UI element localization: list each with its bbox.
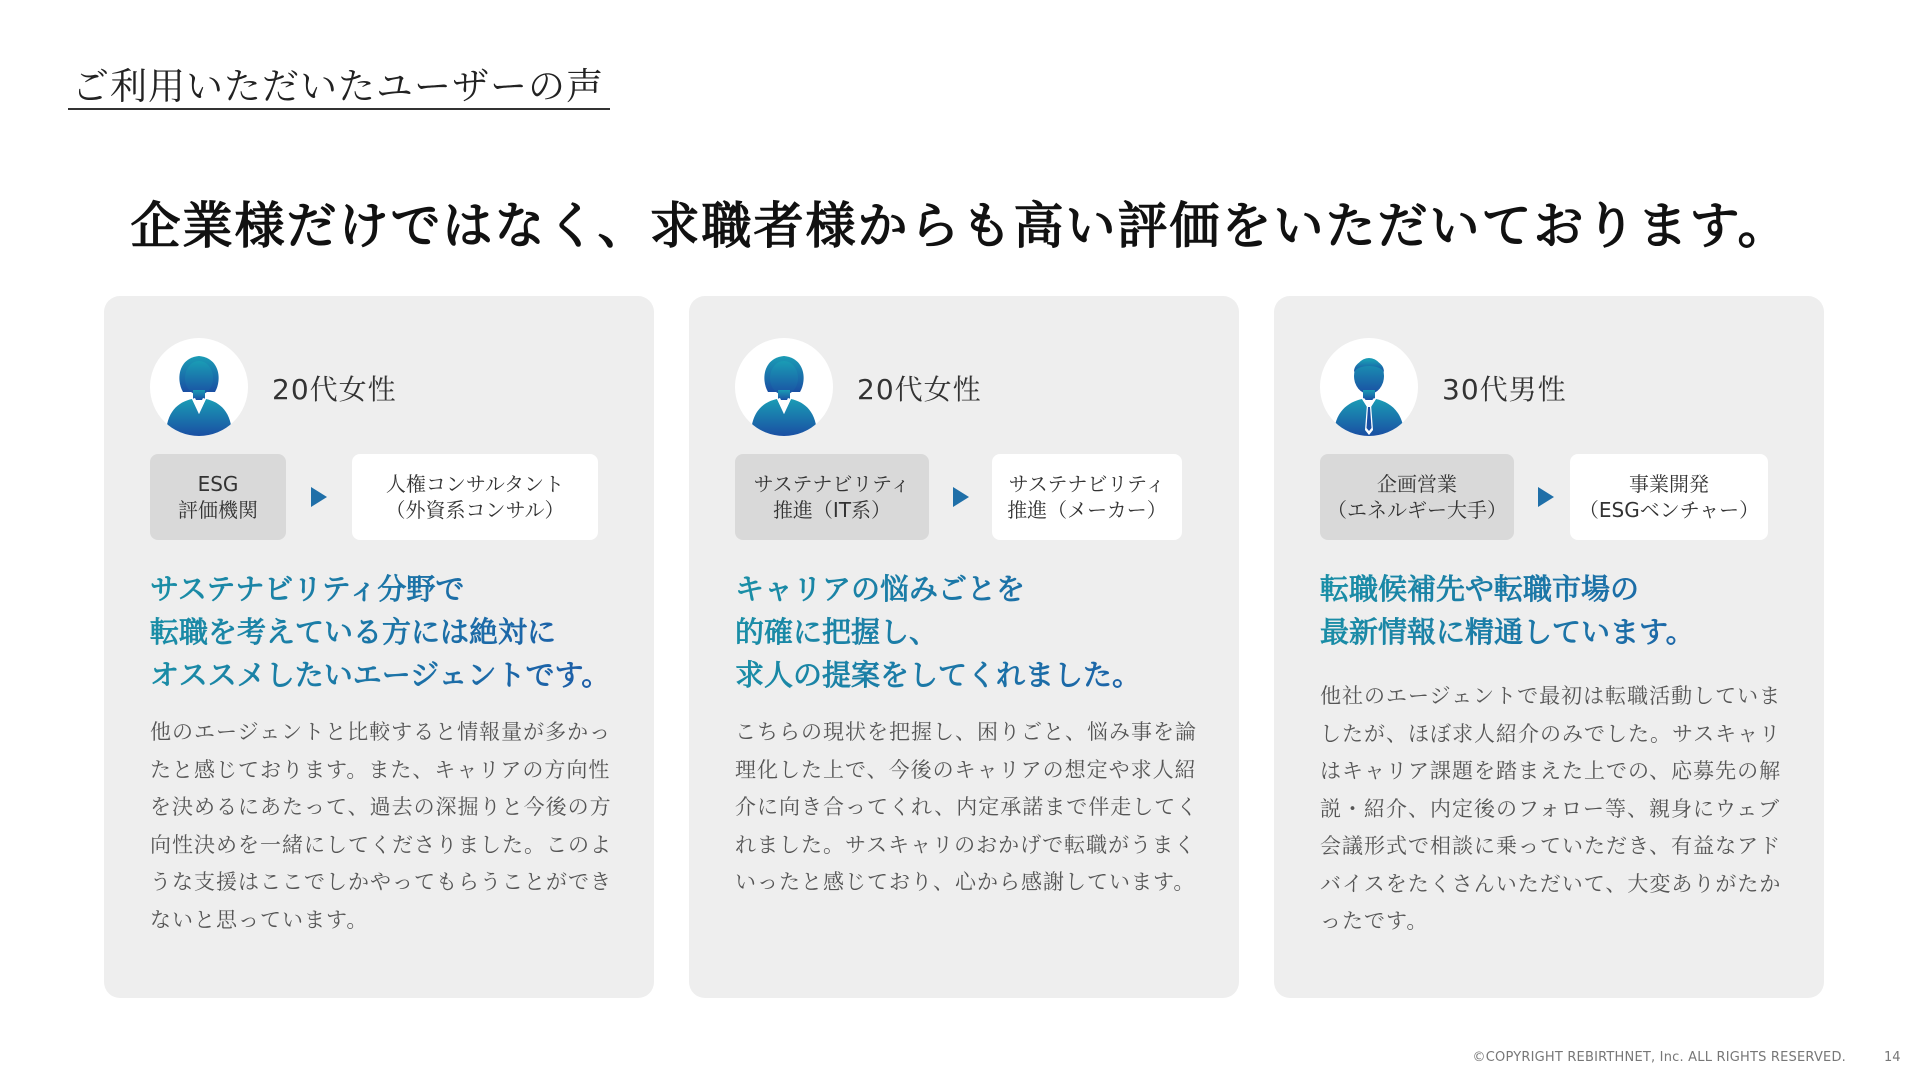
career-from-tag: ESG 評価機関 <box>150 454 286 540</box>
testimonial-catchphrase: キャリアの悩みごとを 的確に把握し、 求人の提案をしてくれました。 <box>735 568 1215 697</box>
career-to-tag: 人権コンサルタント （外資系コンサル） <box>352 454 598 540</box>
persona-label: 20代女性 <box>272 373 397 406</box>
testimonial-body: こちらの現状を把握し、困りごと、悩み事を論理化した上で、今後のキャリアの想定や求人紹介に向き合ってくれ、内定承諾まで伴走してくれました。サスキャリのおかげで転職がうまくいったと感じており、心から感謝しています。 <box>735 720 1199 894</box>
career-to-tag: サステナビリティ 推進（メーカー） <box>992 454 1182 540</box>
arrow-right-icon <box>311 487 327 507</box>
section-title-text: ご利用いただいたユーザーの声 <box>72 65 604 108</box>
copyright-footer: ©COPYRIGHT REBIRTHNET, Inc. ALL RIGHTS RESERVED. <box>1472 1050 1846 1065</box>
testimonial-body: 他社のエージェントで最初は転職活動していましたが、ほぼ求人紹介のみでした。サスキャリはキャリア課題を踏まえた上での、応募先の解説・紹介、内定後のフォロー等、親身にウェブ会議形式で相談に乗っていただき、有益なアドバイスをたくさんいただいて、大変ありがたかったです。 <box>1320 684 1782 933</box>
career-from-tag: サステナビリティ 推進（IT系） <box>735 454 929 540</box>
testimonial-catchphrase: 転職候補先や転職市場の 最新情報に精通しています。 <box>1320 568 1800 654</box>
arrow-right-icon <box>953 487 969 507</box>
female-user-icon <box>150 338 248 436</box>
testimonial-card-3 <box>1274 296 1824 998</box>
testimonial-card-2 <box>689 296 1239 998</box>
male-user-icon <box>1320 338 1418 436</box>
persona-label: 30代男性 <box>1442 373 1567 406</box>
testimonial-body: 他のエージェントと比較すると情報量が多かったと感じております。また、キャリアの方向性を決めるにあたって、過去の深掘りと今後の方向性決めを一緒にしてくださりました。このような支援はここでしかやってもらうことができないと思っています。 <box>150 720 612 932</box>
career-from-tag: 企画営業 （エネルギー大手） <box>1320 454 1514 540</box>
persona-label: 20代女性 <box>857 373 982 406</box>
testimonial-catchphrase: サステナビリティ分野で 転職を考えている方には絶対に オススメしたいエージェントです。 <box>150 568 630 697</box>
page-number: 14 <box>1884 1050 1901 1065</box>
page-headline: 企業様だけではなく、求職者様からも高い評価をいただいております。 <box>130 197 1790 255</box>
section-title <box>68 50 610 110</box>
female-user-icon <box>735 338 833 436</box>
testimonial-card-1 <box>104 296 654 998</box>
arrow-right-icon <box>1538 487 1554 507</box>
career-to-tag: 事業開発 （ESGベンチャー） <box>1570 454 1768 540</box>
